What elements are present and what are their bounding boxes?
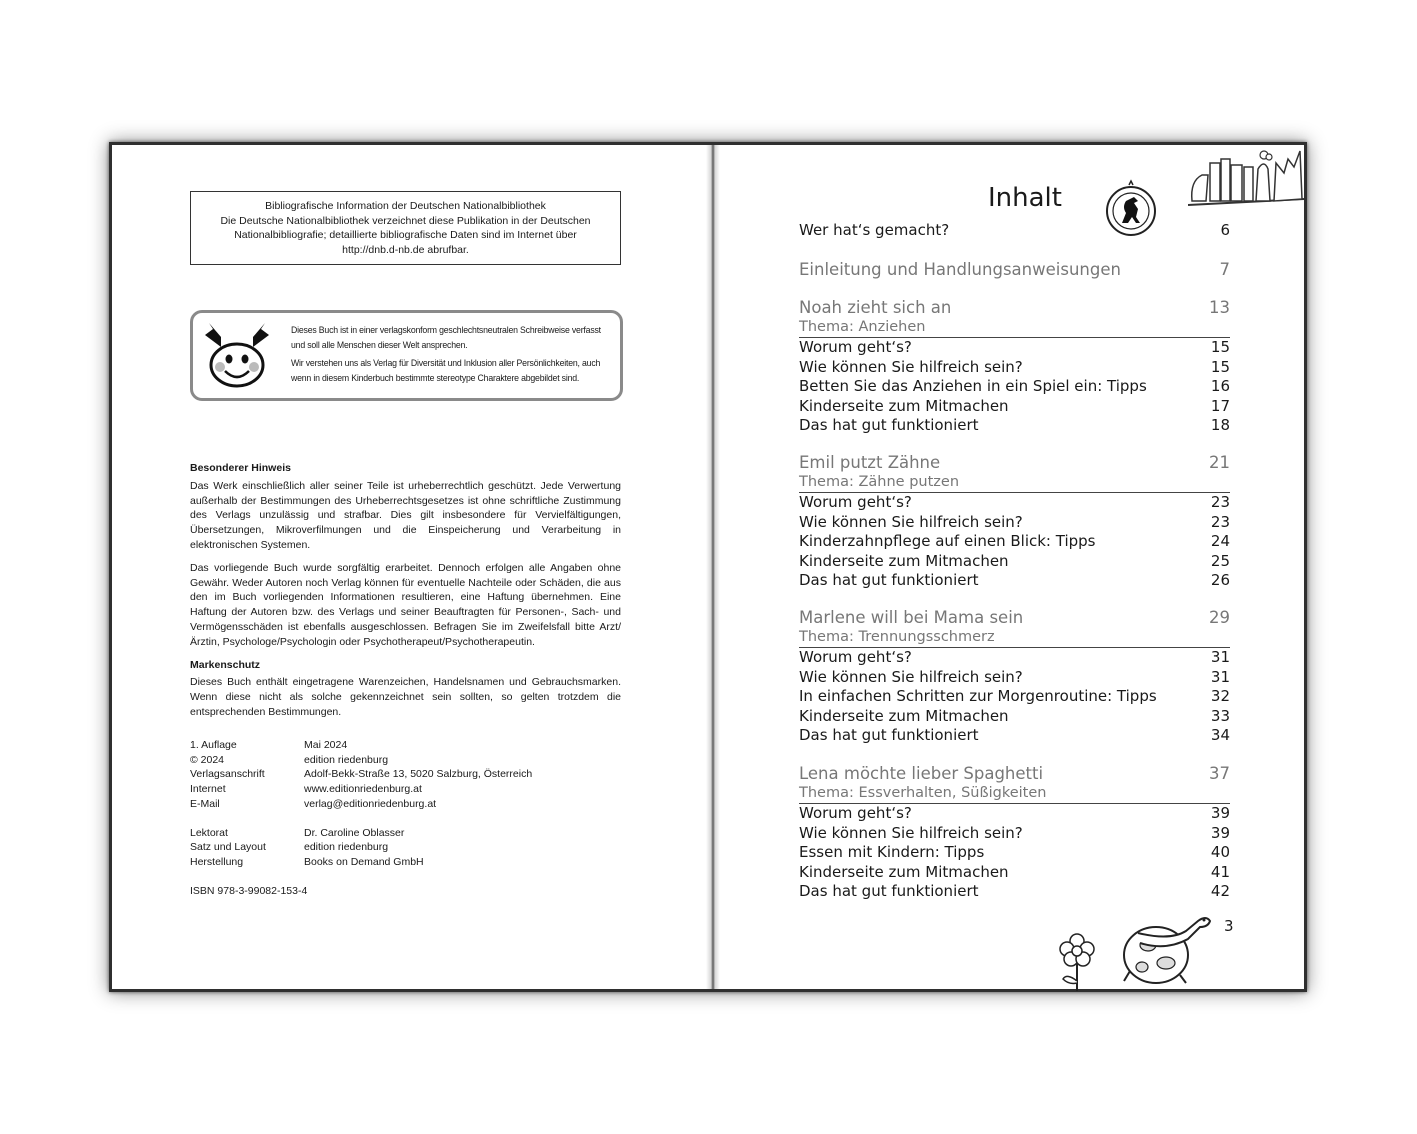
toc-item[interactable]	[799, 882, 1230, 902]
hinweis-paragraph: Das vorliegende Buch wurde sorgfältig erarbeitet. Dennoch erfolgen alle Angaben ohne Gewähr. Weder Autoren noch Verlag können für eventuelle Nachteile oder Schäden, die aus den im Buch vorliegenden Informationen resultieren, eine Haftung übernehmen. Eine Haftung der Autoren bzw. des Verlags und seiner Beauftragten für Personen-, Sach- und Vermögensschäden ist ebenfalls ausgeschlossen. Befragen Sie im Zweifelsfall bitte Arzt/Ärztin, Psychologe/Psychologin oder Psychotherapeut/Psychotherapeutin.	[190, 561, 621, 648]
toc-item-label: Wie können Sie hilfreich sein?	[799, 667, 1023, 686]
toc-item-label: Essen mit Kindern: Tipps	[799, 843, 985, 862]
toc-chapter	[799, 452, 1230, 591]
diversity-notice-box	[190, 310, 623, 401]
imprint-value: verlag@editionriedenburg.at	[304, 797, 437, 810]
toc-entry-label: Wer hat‘s gemacht?	[799, 221, 950, 239]
toc-item-page: 32	[1210, 687, 1230, 706]
toc-item-label: Kinderseite zum Mitmachen	[799, 551, 1009, 570]
toc-item-page: 15	[1210, 357, 1230, 376]
toc-item[interactable]	[799, 863, 1230, 883]
book-spine	[706, 145, 720, 989]
turtle-illustration-icon	[1120, 911, 1212, 987]
toc-item-page: 39	[1210, 823, 1230, 842]
toc-item-label: Worum geht‘s?	[799, 338, 912, 356]
chapter-heading[interactable]	[799, 607, 1230, 628]
toc-item[interactable]	[799, 804, 1230, 824]
toc-entry-intro[interactable]	[799, 259, 1230, 281]
toc-item-page: 34	[1210, 726, 1230, 745]
imprint-key: 1. Auflage	[190, 739, 237, 751]
credit-key: Herstellung	[190, 855, 244, 868]
imprint-row	[190, 753, 532, 768]
toc-item-page: 41	[1210, 862, 1230, 881]
toc-item[interactable]	[799, 532, 1230, 552]
legal-notice	[190, 461, 621, 728]
toc-chapter	[799, 297, 1230, 436]
bookshelf-illustration-icon	[1188, 145, 1304, 211]
toc-chapter	[799, 763, 1230, 902]
toc-item-label: Kinderseite zum Mitmachen	[799, 862, 1009, 881]
chapter-theme: Thema: Trennungsschmerz	[799, 628, 1230, 648]
toc-item-page: 25	[1210, 551, 1230, 570]
left-page-imprint	[112, 145, 706, 989]
toc-item-label: Wie können Sie hilfreich sein?	[799, 823, 1023, 842]
toc-item[interactable]	[799, 358, 1230, 378]
credit-key: Lektorat	[190, 826, 228, 839]
notice-line: Dieses Buch ist in einer verlagskonform geschlechtsneutralen Schreibweise verfasst	[291, 324, 601, 335]
chapter-theme: Thema: Essverhalten, Süßigkeiten	[799, 784, 1230, 804]
toc-item-label: Das hat gut funktioniert	[799, 882, 979, 901]
toc-item-label: Kinderseite zum Mitmachen	[799, 706, 1009, 725]
toc-item-label: Wie können Sie hilfreich sein?	[799, 357, 1023, 376]
toc-item-page: 17	[1210, 396, 1230, 415]
toc-item-label: Worum geht‘s?	[799, 804, 912, 822]
toc-item[interactable]	[799, 824, 1230, 844]
toc-item-page: 39	[1210, 804, 1230, 822]
credit-row	[190, 840, 532, 855]
toc-item[interactable]	[799, 571, 1230, 591]
chapter-theme: Thema: Zähne putzen	[799, 473, 1230, 493]
chapter-title: Marlene will bei Mama sein	[799, 608, 1024, 627]
chapter-heading[interactable]	[799, 763, 1230, 784]
chapter-heading[interactable]	[799, 452, 1230, 473]
chapter-title: Lena möchte lieber Spaghetti	[799, 764, 1044, 783]
toc-item-page: 42	[1210, 882, 1230, 901]
imprint-row	[190, 782, 532, 797]
imprint-value: Adolf-Bekk-Straße 13, 5020 Salzburg, Österreich	[304, 768, 533, 781]
toc-item[interactable]	[799, 552, 1230, 572]
toc-item-page: 40	[1210, 843, 1230, 862]
toc-title: Inhalt	[988, 183, 1062, 213]
credit-row	[190, 855, 532, 870]
chapter-heading[interactable]	[799, 297, 1230, 318]
chapter-title: Noah zieht sich an	[799, 298, 952, 317]
toc-item[interactable]	[799, 726, 1230, 746]
right-page-contents	[720, 145, 1304, 989]
imprint-row	[190, 738, 532, 753]
toc-item[interactable]	[799, 416, 1230, 436]
biblio-line: Bibliografische Information der Deutschen Nationalbibliothek	[265, 200, 546, 212]
imprint-key: Verlagsanschrift	[190, 768, 265, 781]
chapter-page: 29	[1209, 608, 1230, 627]
bibliographic-info-box	[190, 191, 621, 265]
credit-row	[190, 826, 532, 841]
credit-value: edition riedenburg	[304, 841, 389, 854]
toc-item-label: In einfachen Schritten zur Morgenroutine: Tipps	[799, 687, 1157, 706]
chapter-page: 37	[1209, 764, 1230, 783]
toc-item-label: Das hat gut funktioniert	[799, 726, 979, 745]
toc-item-label: Das hat gut funktioniert	[799, 416, 979, 435]
imprint-key: E-Mail	[190, 797, 220, 810]
book-spread	[109, 142, 1307, 992]
notice-line: wenn in diesem Kinderbuch bestimmte stereotype Charaktere abgebildet sind.	[291, 371, 580, 383]
toc-item-label: Kinderzahnpflege auf einen Blick: Tipps	[799, 532, 1096, 551]
toc-item-label: Wie können Sie hilfreich sein?	[799, 512, 1023, 531]
chapter-theme: Thema: Anziehen	[799, 318, 1230, 338]
imprint-key: Internet	[190, 783, 226, 796]
page-number: 3	[1224, 917, 1234, 935]
notice-line: und soll alle Menschen dieser Welt ansprechen.	[291, 338, 468, 350]
markenschutz-heading: Markenschutz	[190, 658, 261, 671]
toc-item-label: Kinderseite zum Mitmachen	[799, 396, 1009, 415]
toc-item[interactable]	[799, 843, 1230, 863]
smiley-girl-icon	[199, 321, 275, 391]
toc-item-page: 24	[1210, 532, 1230, 551]
toc-item-page: 23	[1210, 493, 1230, 511]
isbn: ISBN 978-3-99082-153-4	[190, 885, 308, 897]
toc-item[interactable]	[799, 687, 1230, 707]
flower-illustration-icon	[1055, 933, 1099, 991]
notice-line: Wir verstehen uns als Verlag für Diversität und Inklusion aller Persönlichkeiten, auch	[291, 357, 601, 368]
toc-item[interactable]	[799, 377, 1230, 397]
biblio-line: http://dnb.d-nb.de abrufbar.	[342, 243, 469, 256]
credit-value: Dr. Caroline Oblasser	[304, 826, 405, 839]
toc-item[interactable]	[799, 397, 1230, 417]
toc-item-label: Worum geht‘s?	[799, 493, 912, 511]
imprint-row	[190, 797, 532, 812]
imprint-row	[190, 767, 532, 782]
toc-item-page: 33	[1210, 706, 1230, 725]
toc-item-label: Worum geht‘s?	[799, 648, 912, 666]
toc-item-page: 26	[1210, 571, 1230, 590]
imprint-details	[190, 738, 532, 870]
hinweis-paragraph: Das Werk einschließlich aller seiner Teile ist urheberrechtlich geschützt. Jede Verwertung außerhalb der Bestimmungen des Urheberrechtsgesetzes ist ohne schriftliche Zustimmung des Verlags unzulässig und strafbar. Dies gilt insbesondere für Vervielfältigungen, Übersetzungen, Mikroverfilmungen und die Einspeicherung und Verarbeitung in elektronischen Systemen.	[190, 479, 621, 551]
toc-item[interactable]	[799, 493, 1230, 513]
toc-item[interactable]	[799, 648, 1230, 668]
biblio-line: Nationalbibliografie; detaillierte bibliografische Daten sind im Internet über	[234, 229, 577, 242]
toc-item[interactable]	[799, 513, 1230, 533]
chapter-page: 21	[1209, 453, 1230, 472]
chapter-page: 13	[1209, 298, 1230, 317]
toc-item-page: 31	[1210, 648, 1230, 666]
toc-item[interactable]	[799, 668, 1230, 688]
toc-entry-page: 6	[1220, 221, 1230, 239]
toc-entry-label: Einleitung und Handlungsanweisungen	[799, 260, 1121, 279]
toc-item-page: 16	[1210, 377, 1230, 396]
imprint-value: www.editionriedenburg.at	[304, 783, 422, 796]
toc-item-page: 31	[1210, 667, 1230, 686]
notice-text	[291, 323, 601, 389]
imprint-value: Mai 2024	[304, 739, 348, 751]
toc-item-label: Das hat gut funktioniert	[799, 571, 979, 590]
imprint-key: © 2024	[190, 753, 225, 766]
toc-item-page: 15	[1210, 338, 1230, 356]
toc-entry[interactable]	[799, 221, 1230, 240]
toc-chapter	[799, 607, 1230, 746]
hinweis-heading: Besonderer Hinweis	[190, 462, 291, 474]
toc-item[interactable]	[799, 707, 1230, 727]
credit-value: Books on Demand GmbH	[304, 855, 424, 868]
biblio-line: Die Deutsche Nationalbibliothek verzeichnet diese Publikation in der Deutschen	[220, 214, 591, 227]
credit-key: Satz und Layout	[190, 841, 266, 854]
toc-entry-page: 7	[1219, 260, 1230, 279]
toc-item[interactable]	[799, 338, 1230, 358]
toc-item-page: 23	[1210, 512, 1230, 531]
toc-item-label: Betten Sie das Anziehen in ein Spiel ein: Tipps	[799, 377, 1147, 396]
markenschutz-paragraph: Dieses Buch enthält eingetragene Warenzeichen, Handelsnamen und Gebrauchsmarken. Wenn diese nicht als solche gekennzeichnet sein sollten, so gelten trotzdem die entsprechenden Bestimmungen.	[190, 676, 621, 718]
toc-item-page: 18	[1210, 416, 1230, 435]
imprint-value: edition riedenburg	[304, 753, 389, 766]
chapter-title: Emil putzt Zähne	[799, 453, 941, 472]
